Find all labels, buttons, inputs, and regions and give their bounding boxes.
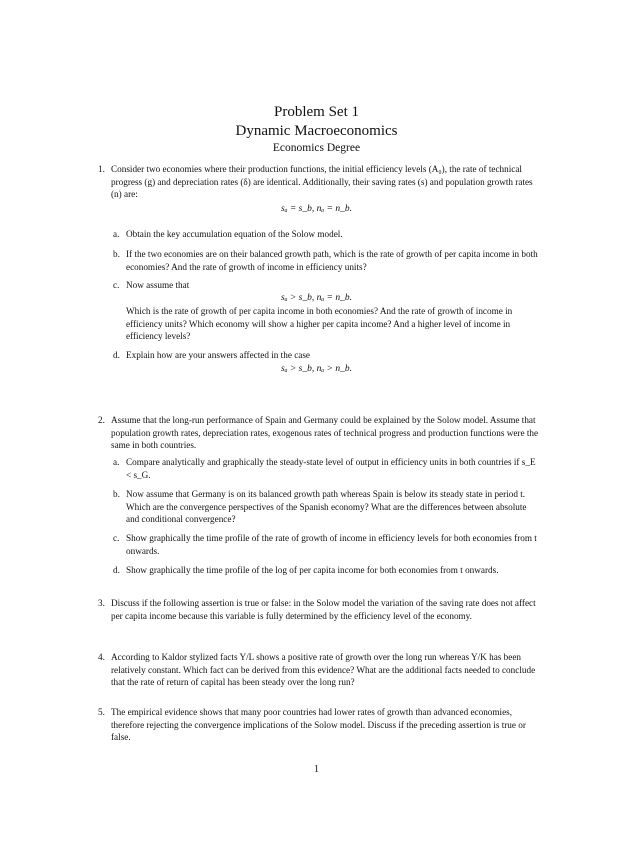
part-text: Now assume that Germany is on its balanced growth path whereas Spain is below its steady state in period t. Which are the convergence perspectives of the Spanish economy? What are the differences between absolute and conditional convergence?	[126, 489, 527, 525]
part-text: Obtain the key accumulation equation of the Solow model.	[126, 229, 343, 239]
part-label: a.	[113, 457, 120, 467]
part-label: b.	[113, 249, 120, 259]
problem-1-number: 1.	[98, 164, 105, 174]
part-text: If the two economies are on their balanced growth path, which is the rate of growth of per capita income in both economies? And the rate of growth of income in efficiency units?	[126, 249, 538, 272]
part-label: a.	[113, 229, 120, 239]
problem-2-number: 2.	[98, 415, 105, 425]
problem-3-text: Discuss if the following assertion is true or false: in the Solow model the variation of the saving rate does not affect per capita income because this variable is fully determined by the efficiency level of the economy.	[111, 598, 536, 621]
problem-5-number: 5.	[98, 707, 105, 717]
part-text: Explain how are your answers affected in the case	[126, 350, 311, 360]
part-label: b.	[113, 489, 120, 499]
problem-4-text: According to Kaldor stylized facts Y/L shows a positive rate of growth over the long run whereas Y/K has been relatively constant. Which fact can be derived from this evidence? What are the additional facts needed to conclude that the rate of return of capital has been steady over the long run?	[111, 652, 536, 688]
part-label: c.	[113, 280, 120, 290]
part-text: Show graphically the time profile of the log of per capita income for both economies from t onwards.	[126, 565, 499, 575]
part-text: Compare analytically and graphically the steady-state level of output in efficiency units in both countries if s_E < s_G.	[126, 457, 536, 480]
title-block	[0, 104, 633, 156]
part-label: c.	[113, 533, 120, 543]
part-text: Show graphically the time profile of the rate of growth of income in efficiency levels for both economies from t onwards.	[126, 533, 537, 556]
part-text: Now assume that	[126, 280, 190, 290]
problem-4-number: 4.	[98, 652, 105, 662]
title-line-3: Economics Degree	[272, 142, 361, 154]
part-c-text-2: Which is the rate of growth of per capita income in both economies? And the rate of growth of income in efficiency units? Which economy will show a higher per capita income? And a higher level of income in efficiency levels?	[126, 306, 513, 342]
problem-5-text: The empirical evidence shows that many poor countries had lower rates of growth than advanced economies, therefore rejecting the convergence implications of the Solow model. Discuss if the preceding assertion is true or false.	[111, 707, 526, 743]
part-c-equation: sₐ > s_b, nₐ = n_b.	[281, 293, 352, 303]
page-number: 1	[314, 764, 319, 775]
problem-3-number: 3.	[98, 598, 105, 608]
part-d-equation: sₐ > s_b, nₐ > n_b.	[281, 364, 352, 374]
title-line-2: Dynamic Macroeconomics	[235, 123, 398, 139]
title-line-1: Problem Set 1	[274, 104, 359, 120]
part-label: d.	[113, 565, 120, 575]
problem-1-equation: sₐ = s_b, nₐ = n_b.	[281, 204, 352, 214]
problem-2-text: Assume that the long-run performance of Spain and Germany could be explained by the Solow model. Assume that population growth rates, depreciation rates, exogenous rates of technical progress and production functions were the same in both countries.	[111, 415, 539, 451]
problem-1-text: Consider two economies where their production functions, the initial efficiency levels (A₀), the rate of technical progress (g) and depreciation rates (δ) are identical. Additionally, their saving rates (s) and population growth rates (n) are:	[111, 164, 533, 200]
part-label: d.	[113, 350, 120, 360]
